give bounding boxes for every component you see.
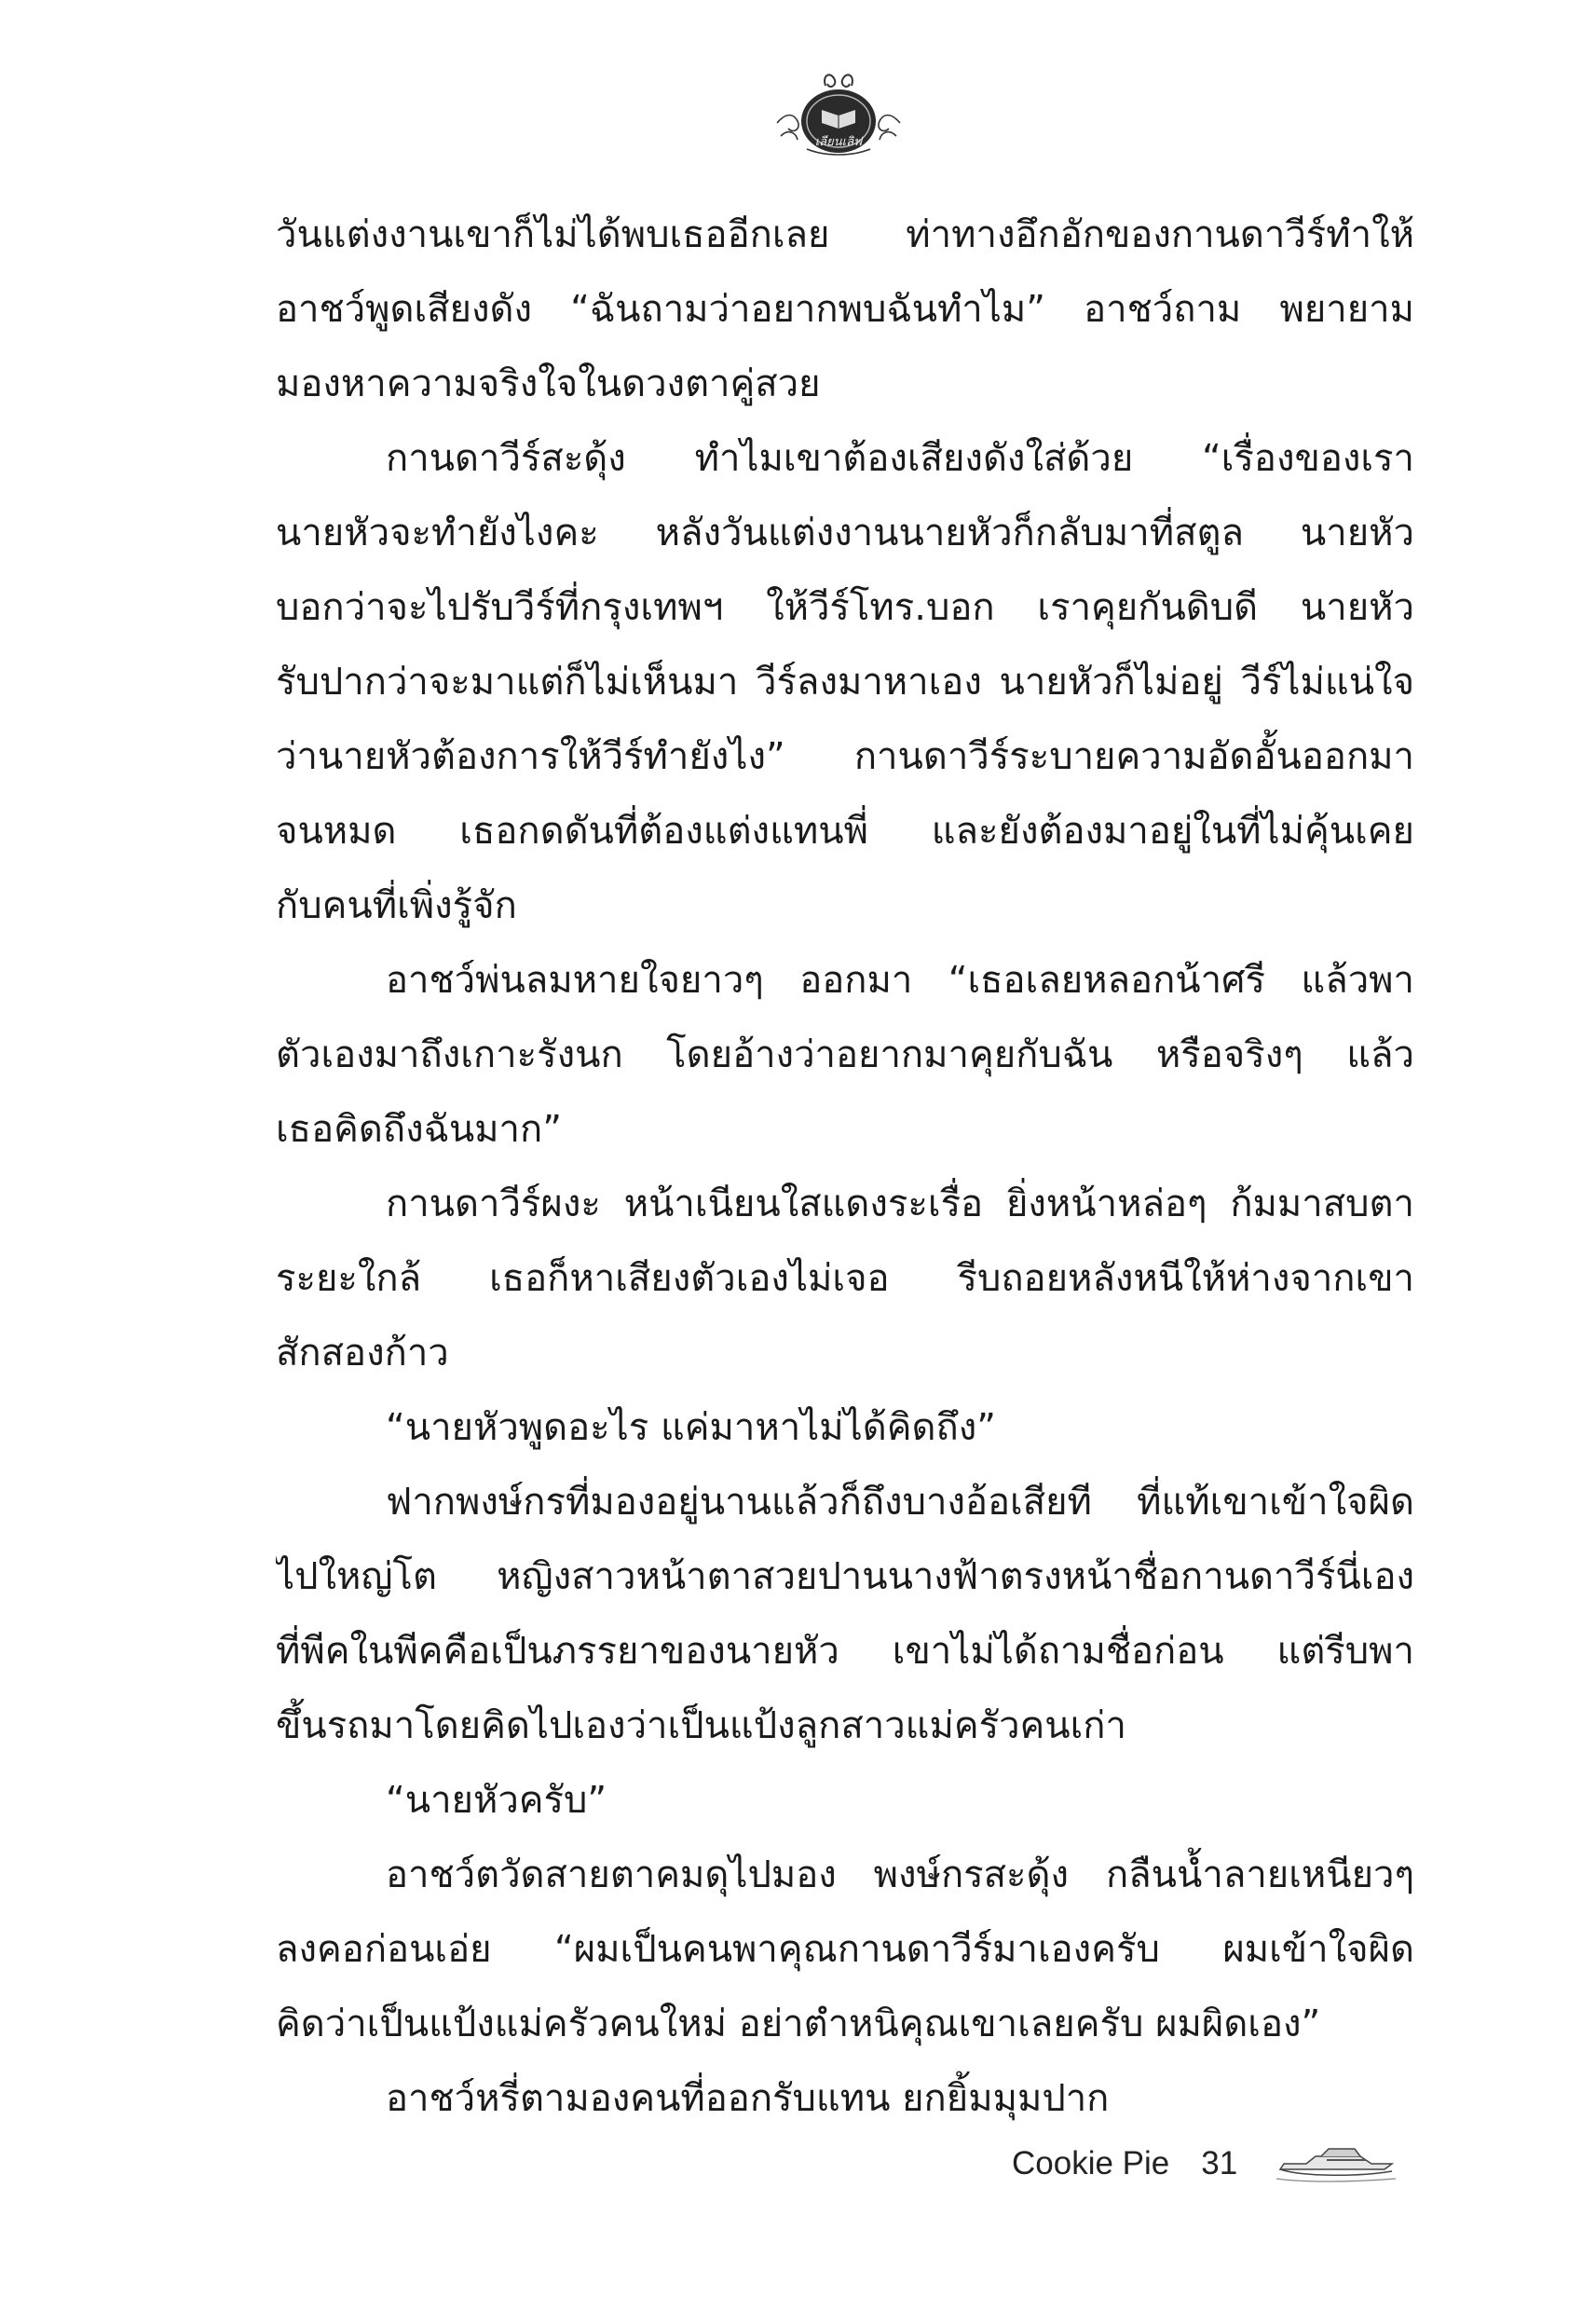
logo-text: เลียนเลิฟ: [814, 135, 863, 149]
text-line: อาชว์ตวัดสายตาคมดุไปมอง พงษ์กรสะดุ้ง กลืนน้ำลายเหนียวๆ: [386, 1853, 1414, 1896]
text-line: “นายหัวครับ”: [386, 1779, 607, 1822]
text-line: อาชว์หรี่ตามองคนที่ออกรับแทน ยกยิ้มมุมปาก: [386, 2077, 1110, 2120]
text-line: รับปากว่าจะมาแต่ก็ไม่เห็นมา วีร์ลงมาหาเอง นายหัวก็ไม่อยู่ วีร์ไม่แน่ใจ: [276, 661, 1414, 704]
text-line: ลงคอก่อนเอ่ย “ผมเป็นคนพาคุณกานดาวีร์มาเองครับ ผมเข้าใจผิด: [276, 1928, 1414, 1971]
text-line: อาชว์พูดเสียงดัง “ฉันถามว่าอยากพบฉันทำไม” อาชว์ถาม พยายาม: [276, 288, 1414, 331]
body-text: [276, 198, 1414, 2136]
publisher-logo-icon: [770, 67, 907, 168]
text-line: สักสองก้าว: [276, 1332, 449, 1374]
text-line: ฟากพงษ์กรที่มองอยู่นานแล้วก็ถึงบางอ้อเสียที ที่แท้เขาเข้าใจผิด: [386, 1481, 1414, 1524]
text-line: นายหัวจะทำยังไงคะ หลังวันแต่งงานนายหัวก็กลับมาที่สตูล นายหัว: [276, 512, 1414, 554]
text-line: วันแต่งงานเขาก็ไม่ได้พบเธออีกเลย ท่าทางอึกอักของกานดาวีร์ทำให้: [276, 213, 1414, 256]
page-footer: [1012, 2136, 1398, 2192]
text-line: ตัวเองมาถึงเกาะรังนก โดยอ้างว่าอยากมาคุยกับฉัน หรือจริงๆ แล้ว: [276, 1033, 1414, 1076]
text-line: “นายหัวพูดอะไร แค่มาหาไม่ได้คิดถึง”: [386, 1406, 996, 1449]
text-line: คิดว่าเป็นแป้งแม่ครัวคนใหม่ อย่าตำหนิคุณเขาเลยครับ ผมผิดเอง”: [276, 2003, 1321, 2045]
text-line: กับคนที่เพิ่งรู้จัก: [276, 884, 517, 927]
footer-book-title: Cookie Pie: [1012, 2145, 1170, 2181]
text-line: ที่พีคในพีคคือเป็นภรรยาของนายหัว เขาไม่ได้ถามชื่อก่อน แต่รีบพา: [276, 1630, 1414, 1673]
text-line: อาชว์พ่นลมหายใจยาวๆ ออกมา “เธอเลยหลอกน้าศรี แล้วพา: [386, 959, 1414, 1002]
text-line: ไปใหญ่โต หญิงสาวหน้าตาสวยปานนางฟ้าตรงหน้าชื่อกานดาวีร์นี่เอง: [276, 1555, 1414, 1598]
footer-page-number: 31: [1201, 2145, 1238, 2181]
text-line: ว่านายหัวต้องการให้วีร์ทำยังไง” กานดาวีร์ระบายความอัดอั้นออกมา: [276, 735, 1414, 778]
yacht-icon: [1275, 2143, 1398, 2184]
text-line: กานดาวีร์ผงะ หน้าเนียนใสแดงระเรื่อ ยิ่งหน้าหล่อๆ ก้มมาสบตา: [386, 1183, 1414, 1225]
text-line: กานดาวีร์สะดุ้ง ทำไมเขาต้องเสียงดังใส่ด้วย “เรื่องของเรา: [386, 437, 1414, 480]
text-line: ระยะใกล้ เธอก็หาเสียงตัวเองไม่เจอ รีบถอยหลังหนีให้ห่างจากเขา: [276, 1257, 1414, 1300]
text-line: มองหาความจริงใจในดวงตาคู่สวย: [276, 362, 821, 405]
text-line: เธอคิดถึงฉันมาก”: [276, 1108, 562, 1151]
text-line: บอกว่าจะไปรับวีร์ที่กรุงเทพฯ ให้วีร์โทร.บอก เราคุยกันดิบดี นายหัว: [276, 586, 1414, 629]
text-line: ขึ้นรถมาโดยคิดไปเองว่าเป็นแป้งลูกสาวแม่ครัวคนเก่า: [276, 1704, 1126, 1747]
text-line: จนหมด เธอกดดันที่ต้องแต่งแทนพี่ และยังต้องมาอยู่ในที่ไม่คุ้นเคย: [276, 810, 1414, 853]
